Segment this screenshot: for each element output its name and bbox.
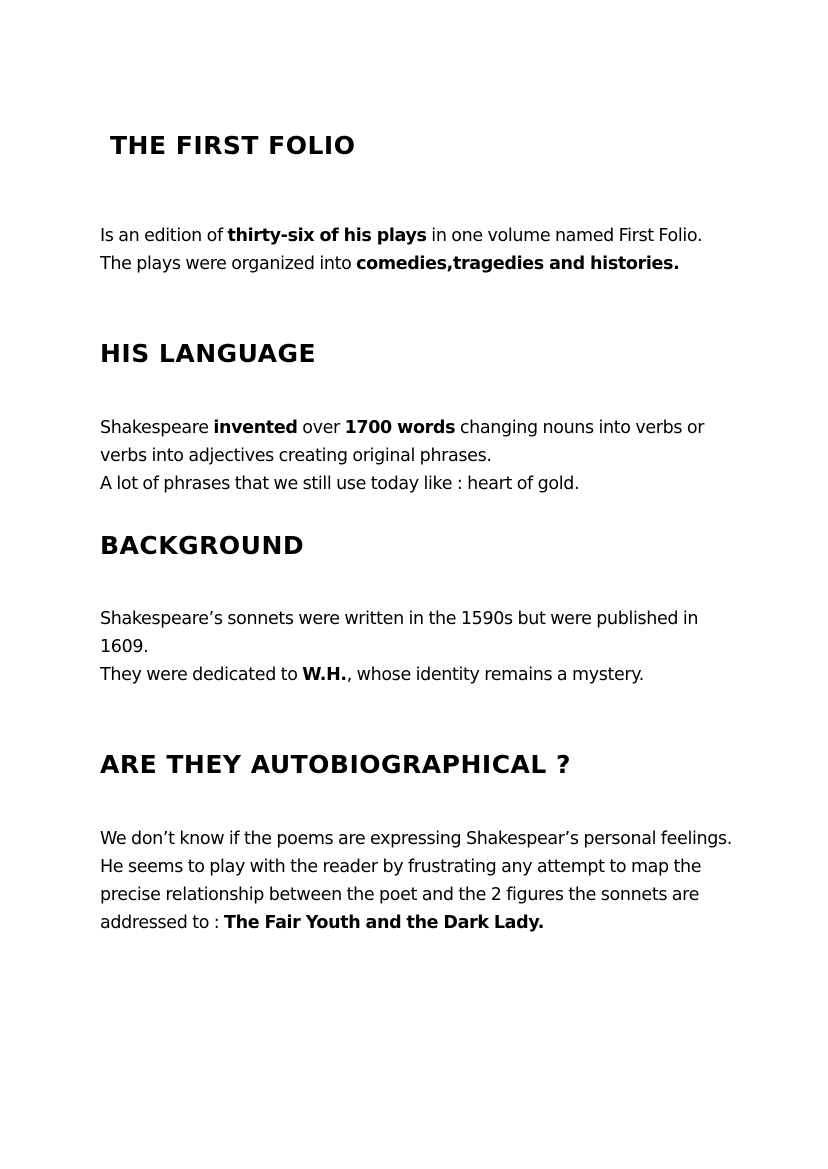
text-run-bold: invented [213,418,298,438]
paragraph-line [100,605,740,661]
text-run: Shakespeare [100,418,214,438]
paragraph-line [100,470,740,498]
paragraph-first-folio [100,222,740,278]
text-run: We don’t know if the poems are expressing Shakespear’s personal feelings. [100,829,732,849]
text-run: The plays were organized into [100,254,357,274]
paragraph-line [100,825,740,853]
text-run: Is an edition of [100,226,228,246]
text-run: A lot of phrases that we still use today like : heart of gold. [100,474,580,494]
paragraph-line [100,414,740,470]
paragraph-line [100,250,740,278]
text-run: changing nouns into verbs or verbs into adjectives creating original phrases. [100,418,705,466]
heading-first-folio: THE FIRST FOLIO [110,131,356,160]
paragraph-line [100,222,740,250]
heading-autobiographical: ARE THEY AUTOBIOGRAPHICAL ? [100,750,572,779]
paragraph-line [100,661,740,689]
text-run: over [297,418,345,438]
paragraph-line [100,853,740,937]
text-run-bold: comedies,tragedies and histories. [356,254,680,274]
text-run-bold: The Fair Youth and the Dark Lady. [224,913,545,933]
heading-background: BACKGROUND [100,531,305,560]
text-run-bold: 1700 words [344,418,456,438]
text-run: He seems to play with the reader by frustrating any attempt to map the precise relationship between the poet and the 2 figures the sonnets are addressed to : [100,857,702,933]
heading-his-language: HIS LANGUAGE [100,339,317,368]
text-run: They were dedicated to [100,665,303,685]
paragraph-autobiographical [100,825,740,937]
text-run: , whose identity remains a mystery. [346,665,644,685]
text-run: Shakespeare’s sonnets were written in the 1590s but were published in 1609. [100,609,699,657]
text-run-bold: thirty-six of his plays [227,226,427,246]
paragraph-his-language [100,414,740,498]
paragraph-background [100,605,740,689]
text-run-bold: W.H. [302,665,347,685]
text-run: in one volume named First Folio. [426,226,703,246]
